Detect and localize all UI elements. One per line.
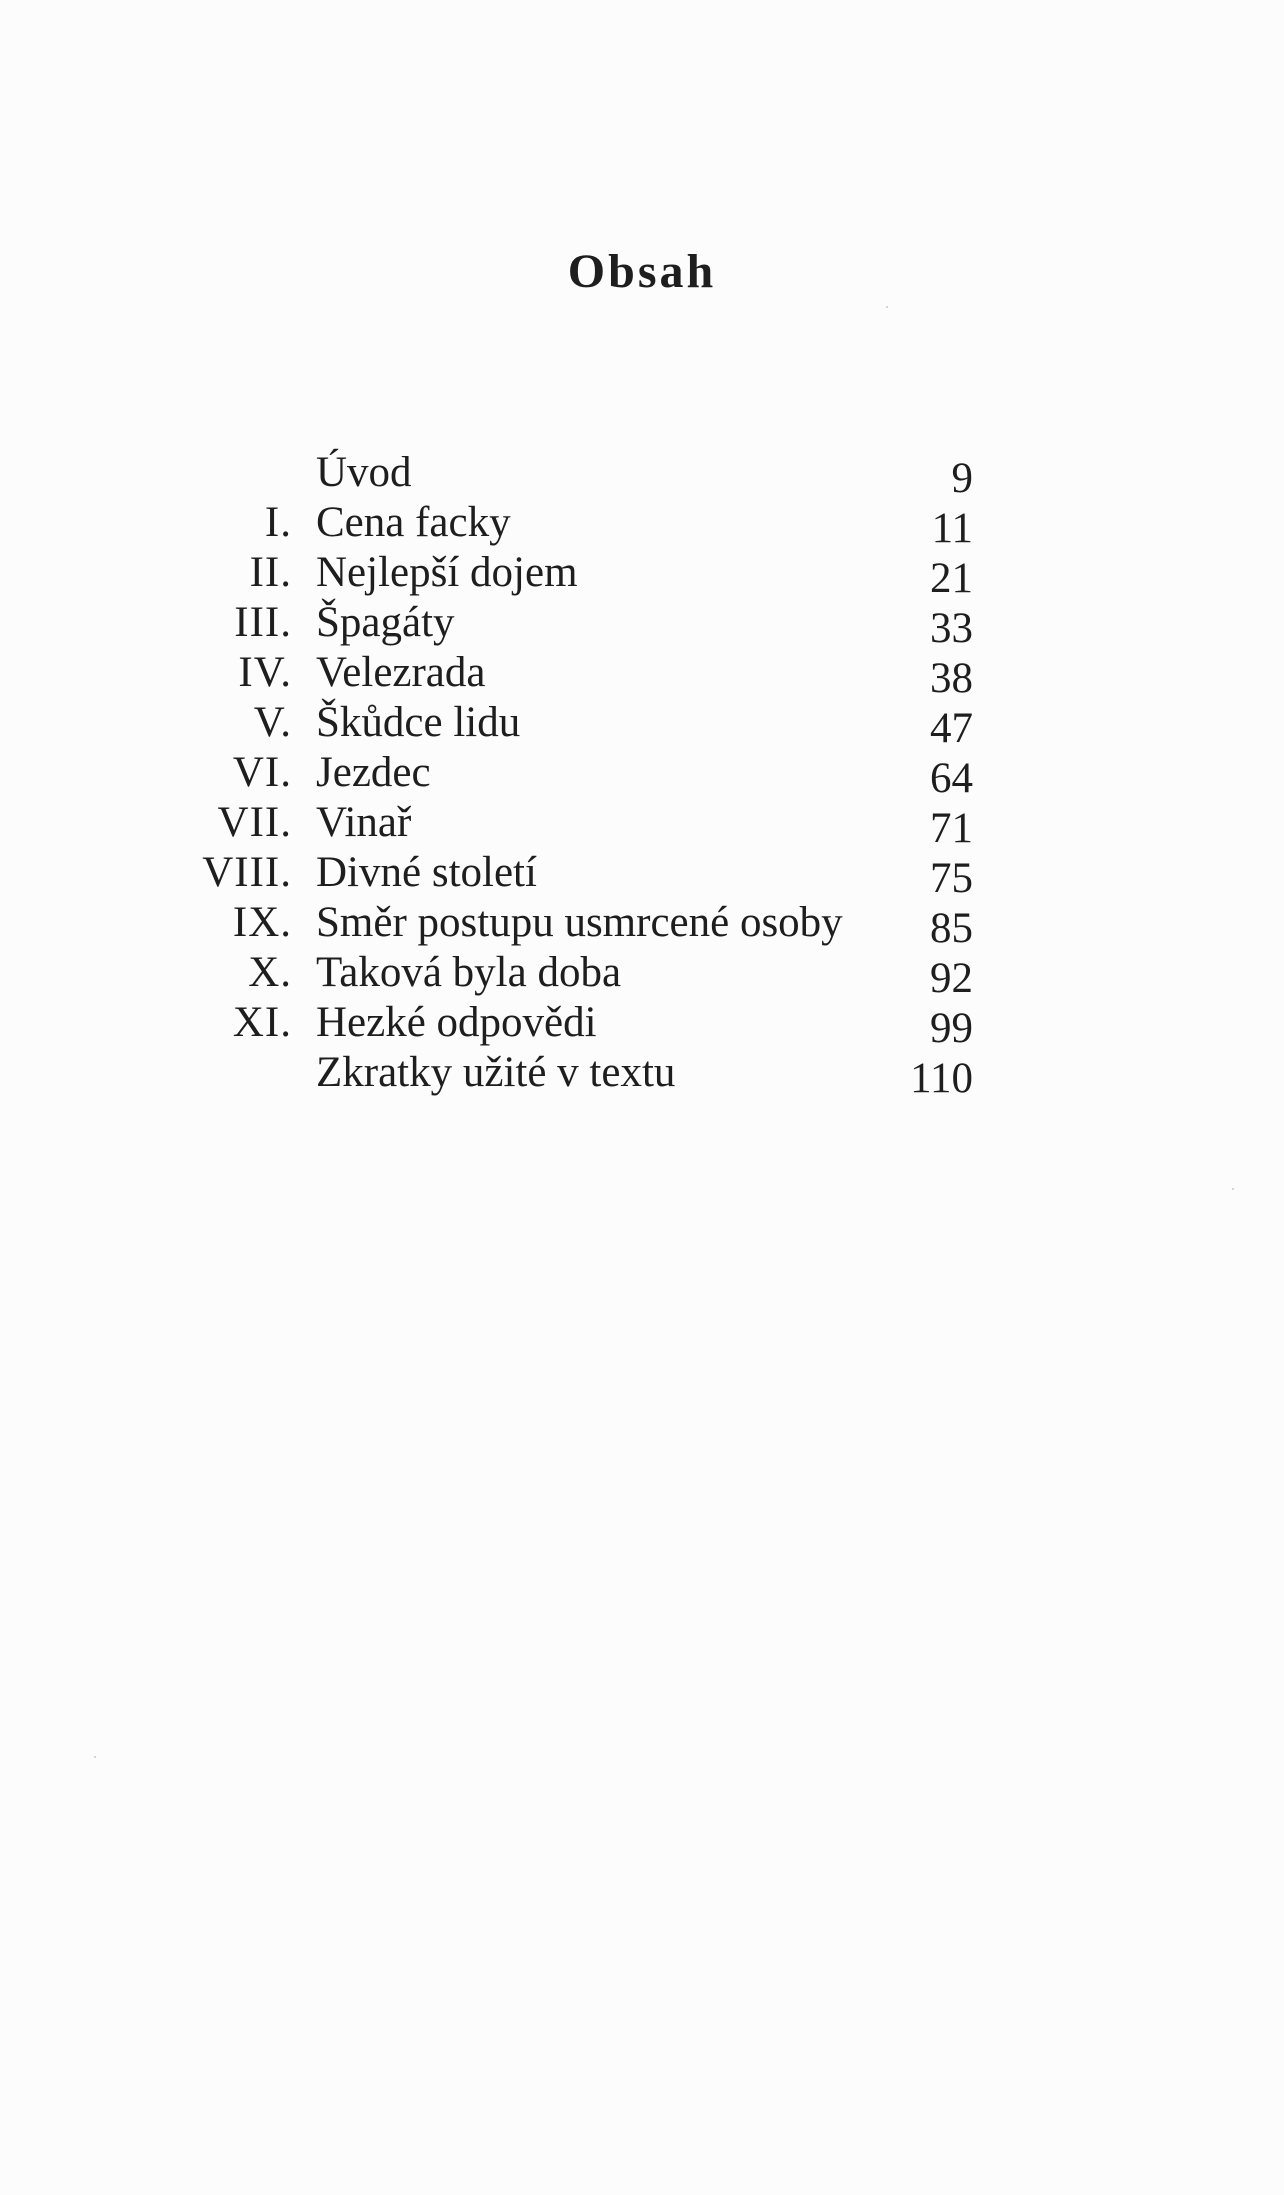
toc-entry (0, 748, 1284, 802)
page-number: 11 (931, 505, 973, 552)
page-number: 33 (930, 605, 973, 652)
chapter-title: Zkratky užité v textu (316, 1049, 676, 1096)
paper-speck (94, 1756, 96, 1758)
chapter-number: IX. (232, 899, 292, 946)
chapter-number: III. (234, 599, 292, 646)
page-number: 110 (910, 1055, 973, 1102)
toc-entry (0, 548, 1284, 602)
page-number: 9 (951, 455, 973, 502)
chapter-title: Velezrada (316, 649, 486, 696)
toc-entry (0, 848, 1284, 902)
toc-entry (0, 498, 1284, 552)
chapter-title: Špagáty (316, 599, 455, 646)
chapter-title: Nejlepší dojem (316, 549, 578, 596)
page-number: 85 (930, 905, 973, 952)
toc-entry (0, 648, 1284, 702)
chapter-number: VII. (217, 799, 292, 846)
page-title: Obsah (567, 245, 717, 298)
chapter-title: Jezdec (316, 749, 431, 796)
chapter-number: XI. (232, 999, 292, 1046)
toc-entry (0, 1048, 1284, 1102)
chapter-number: V. (253, 699, 292, 746)
chapter-number: VI. (232, 749, 292, 796)
toc-entry (0, 448, 1284, 502)
table-of-contents (0, 448, 1284, 1102)
chapter-title: Taková byla doba (316, 949, 622, 996)
page-number: 92 (930, 955, 973, 1002)
chapter-title: Směr postupu usmrcené osoby (316, 899, 843, 946)
chapter-title: Divné století (316, 849, 537, 896)
page-number: 64 (930, 755, 973, 802)
page-number: 99 (930, 1005, 973, 1052)
paper-speck (1232, 1188, 1234, 1190)
toc-entry (0, 798, 1284, 852)
chapter-number: IV. (238, 649, 292, 696)
chapter-number: X. (248, 949, 292, 996)
chapter-number: VIII. (202, 849, 292, 896)
page-number: 21 (930, 555, 973, 602)
toc-entry (0, 898, 1284, 952)
chapter-title: Úvod (316, 449, 412, 496)
toc-entry (0, 998, 1284, 1052)
toc-entry (0, 698, 1284, 752)
chapter-title: Vinař (316, 799, 412, 846)
toc-entry (0, 948, 1284, 1002)
chapter-number: I. (264, 499, 292, 546)
toc-entry (0, 598, 1284, 652)
chapter-title: Cena facky (316, 499, 511, 546)
page-number: 75 (930, 855, 973, 902)
paper-speck (886, 306, 888, 308)
page-number: 38 (930, 655, 973, 702)
chapter-number: II. (249, 549, 292, 596)
chapter-title: Škůdce lidu (316, 699, 521, 746)
chapter-title: Hezké odpovědi (316, 999, 597, 1046)
page-number: 47 (930, 705, 973, 752)
page-number: 71 (930, 805, 973, 852)
